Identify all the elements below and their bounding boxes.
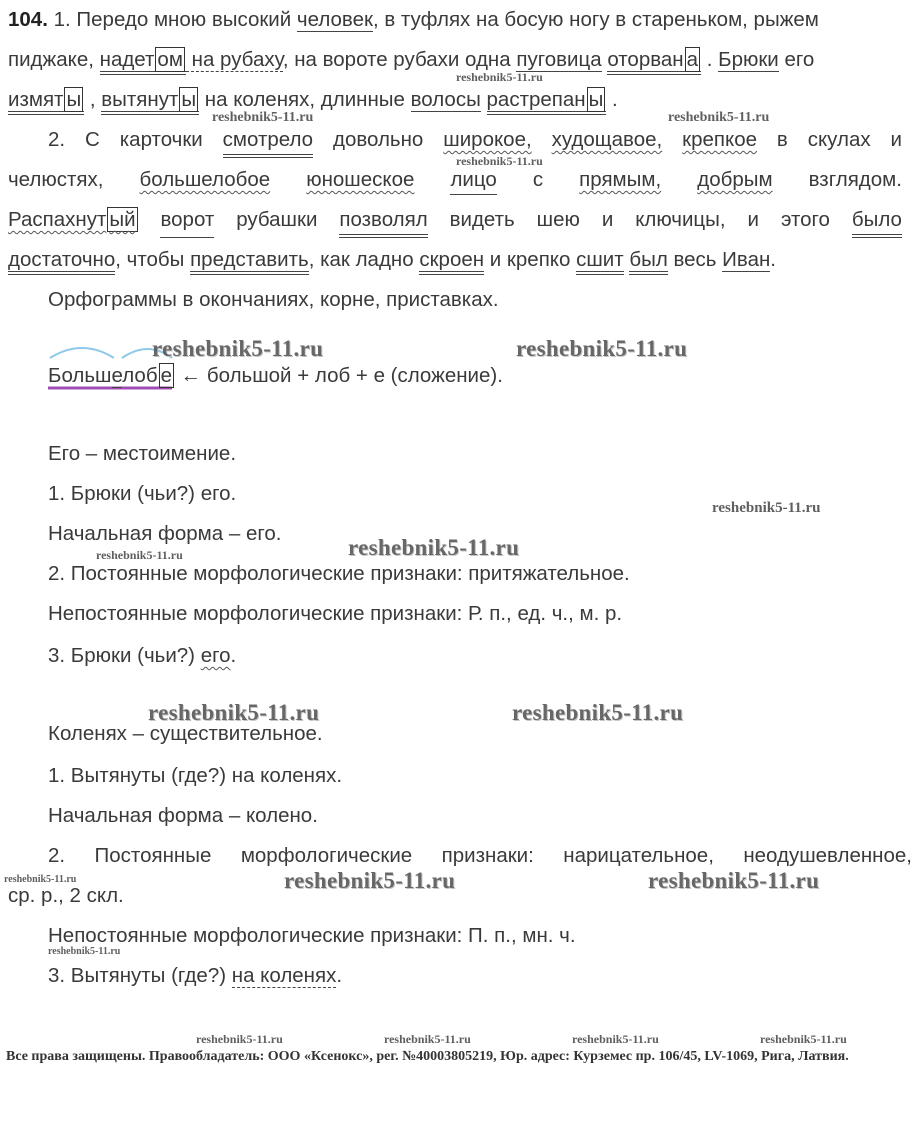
p2-line-3 [8, 206, 902, 238]
p2-line-2 [8, 166, 902, 195]
watermark: reshebnik5-11.ru [284, 868, 456, 893]
ego-heading: Его – местоимение. [48, 442, 237, 465]
text-seg: , [84, 88, 102, 111]
kol-initial-form: Начальная форма – колено. [48, 804, 318, 827]
p1-line-2 [8, 46, 902, 74]
text-seg: . [336, 964, 343, 987]
subject-word: лицо [450, 166, 496, 195]
root-1: Больш [48, 364, 112, 387]
word: и [747, 208, 759, 231]
predicate-word [100, 48, 186, 75]
predicate-word: смотрело [223, 126, 313, 158]
watermark: reshebnik5-11.ru [384, 1032, 471, 1046]
word: с [532, 168, 544, 191]
text-seg: , на вороте рубахи одна [282, 48, 517, 71]
kol-point-1: 1. Вытянуты (где?) на коленях. [48, 764, 343, 787]
ego-point-2: 2. Постоянные морфологические признаки: притяжательное. [48, 562, 630, 585]
subject-word: ворот [160, 206, 214, 238]
word: неодушевленное, [743, 844, 912, 867]
ending-box: ы [66, 88, 82, 111]
root-arc [50, 348, 114, 358]
word: челюстях, [8, 168, 104, 191]
predicate-word: позволял [339, 206, 427, 238]
kol-point-2 [48, 842, 912, 870]
word: скулах [807, 128, 871, 151]
attribute-word: худощавое, [551, 128, 663, 151]
text-seg: 3. Вытянуты (где?) [48, 964, 232, 987]
word: видеть [449, 208, 515, 231]
text-seg: . [606, 88, 618, 111]
watermark: reshebnik5-11.ru [48, 946, 121, 957]
word: С [85, 128, 100, 151]
watermark: reshebnik5-11.ru [456, 70, 543, 84]
root-2: лоб [122, 364, 158, 387]
subject-word: волосы [410, 88, 481, 111]
text-seg: 1. Передо мною высокий [53, 8, 297, 31]
text-seg: пиджаке, [8, 48, 100, 71]
attribute-word: юношеское [306, 168, 415, 191]
ego-point-1: 1. Брюки (чьи?) его. [48, 482, 237, 505]
attribute-word: прямым, [579, 168, 662, 191]
attribute-word [8, 206, 139, 238]
adverbial-word: на коленях [231, 964, 337, 987]
text-seg: 3. Брюки (чьи?) [48, 644, 201, 667]
attribute-word: большелобое [139, 168, 271, 191]
watermark: reshebnik5-11.ru [760, 1032, 847, 1046]
text-seg: весь [667, 248, 723, 271]
ending-box: ы [181, 88, 197, 111]
watermark: reshebnik5-11.ru [212, 110, 314, 125]
word: карточки [119, 128, 203, 151]
word-stem: измят [8, 88, 64, 111]
predicate-word: представить [190, 248, 309, 275]
watermark: reshebnik5-11.ru [516, 336, 688, 361]
watermark: reshebnik5-11.ru [152, 336, 324, 361]
watermark: reshebnik5-11.ru [196, 1032, 283, 1046]
watermark: reshebnik5-11.ru [512, 700, 684, 725]
text-seg: . [701, 48, 719, 71]
kol-point-3 [48, 962, 908, 990]
orthogram-note: Орфограммы в окончаниях, корне, приставках. [48, 288, 499, 311]
predicate-word: было [852, 206, 902, 238]
word-stem: Распахнут [8, 208, 107, 231]
morph-word [48, 364, 175, 387]
word-stem: оторван [607, 48, 684, 71]
word: взглядом. [808, 168, 902, 191]
kol-heading: Коленях – существительное. [48, 722, 323, 745]
object-word: на рубаху [185, 48, 283, 71]
kol-point-2-cont: ср. р., 2 скл. [8, 884, 124, 907]
word: шею [536, 208, 580, 231]
predicate-word [101, 88, 199, 115]
ego-initial-form: Начальная форма – его. [48, 522, 282, 545]
watermark: reshebnik5-11.ru [712, 500, 821, 516]
ego-nonconstant: Непостоянные морфологические признаки: Р. п., ед. ч., м. р. [48, 602, 623, 625]
watermark: reshebnik5-11.ru [572, 1032, 659, 1046]
watermark: reshebnik5-11.ru [4, 874, 77, 885]
text-seg: на коленях, длинные [199, 88, 411, 111]
ending-box: ом [157, 48, 183, 71]
word: рубашки [236, 208, 318, 231]
word: довольно [333, 128, 424, 151]
predicate-word: скроен [419, 248, 484, 275]
ego-point-3 [48, 642, 908, 670]
watermark: reshebnik5-11.ru [648, 868, 820, 893]
watermark: reshebnik5-11.ru [96, 548, 183, 562]
text-seg: его [778, 48, 815, 71]
attribute-word: его [200, 644, 231, 667]
morph-line [48, 362, 908, 390]
predicate-word [8, 88, 84, 115]
word: и [601, 208, 614, 231]
watermark: reshebnik5-11.ru [348, 535, 520, 560]
ending-box: а [686, 48, 699, 71]
predicate-word: достаточно [8, 248, 115, 275]
predicate-word [607, 48, 701, 75]
subject-word: Иван [722, 248, 771, 271]
text-seg: и крепко [484, 248, 577, 271]
word-stem: надет [99, 48, 155, 71]
p1-line-1 [8, 6, 902, 34]
ending-box: е [160, 364, 172, 387]
word: нарицательное, [563, 844, 714, 867]
word: 2. [48, 128, 66, 151]
word: в [776, 128, 788, 151]
word: 2. [48, 844, 66, 867]
word-stem: растрепан [486, 88, 586, 111]
watermark: reshebnik5-11.ru [456, 154, 543, 168]
p2-line-4 [8, 246, 902, 274]
connector-vowel: е [111, 364, 123, 387]
watermark: reshebnik5-11.ru [148, 700, 320, 725]
text-seg: , чтобы [115, 248, 191, 271]
attribute-word: добрым [697, 168, 773, 191]
word: этого [780, 208, 830, 231]
ending-box: ый [109, 208, 136, 231]
attribute-word: широкое, [443, 128, 532, 151]
kol-nonconstant: Непостоянные морфологические признаки: П. п., мн. ч. [48, 924, 576, 947]
predicate-word: был [629, 248, 667, 275]
morph-formula: ← большой + лоб + е (сложение). [174, 364, 503, 387]
text-seg: , как ладно [308, 248, 420, 271]
word: и [890, 128, 902, 151]
subject-word: человек [296, 8, 373, 31]
predicate-word [487, 88, 607, 115]
text-seg: . [230, 644, 237, 667]
word-stem: вытянут [101, 88, 179, 111]
subject-word: Брюки [718, 48, 779, 71]
attribute-word: крепкое [682, 128, 757, 151]
copyright-footer: Все права защищены. Правообладатель: ООО «Ксенокс», рег. №40003805219, Юр. адрес: Курземес пр. 106/45, LV-1069, Рига, Латвия. [6, 1049, 849, 1064]
word: признаки: [441, 844, 534, 867]
predicate-word: сшит [576, 248, 624, 275]
word: Постоянные [94, 844, 212, 867]
word: морфологические [240, 844, 413, 867]
word: ключицы, [635, 208, 726, 231]
text-seg: . [770, 248, 776, 271]
text-seg: , в туфлях на босую ногу в стареньком, рыжем [372, 8, 819, 31]
ending-box: ы [588, 88, 604, 111]
task-number: 104. [8, 8, 48, 31]
watermark: reshebnik5-11.ru [668, 110, 770, 125]
subject-word: пуговица [516, 48, 602, 71]
